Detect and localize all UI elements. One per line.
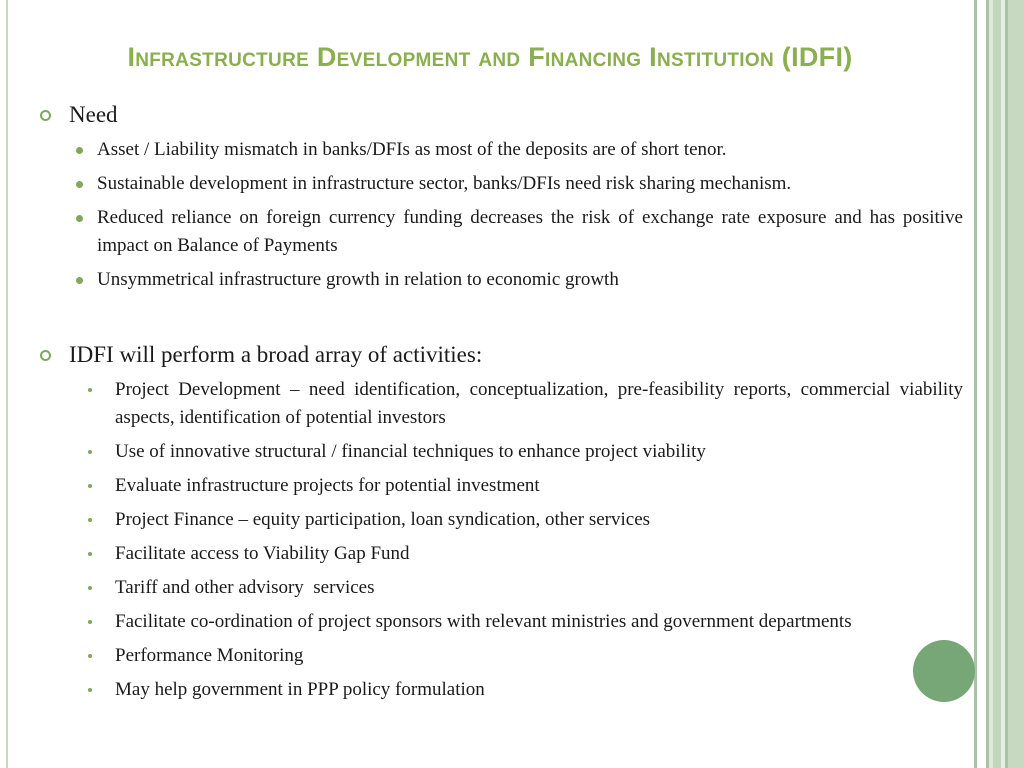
list-item: Facilitate access to Viability Gap Fund — [40, 540, 963, 568]
list-item: Facilitate co-ordination of project sponsors with relevant ministries and government departments — [40, 608, 963, 636]
ring-bullet-icon — [40, 110, 51, 121]
small-dot-bullet-icon — [88, 388, 92, 392]
list-item: Unsymmetrical infrastructure growth in relation to economic growth — [40, 266, 963, 294]
small-dot-bullet-icon — [88, 586, 92, 590]
left-border-line — [6, 0, 8, 768]
list-item: Sustainable development in infrastructure sector, banks/DFIs need risk sharing mechanism. — [40, 170, 963, 198]
list-item: Evaluate infrastructure projects for potential investment — [40, 472, 963, 500]
list-item: Performance Monitoring — [40, 642, 963, 670]
slide-title: Infrastructure Development and Financing Institution (IDFI) — [127, 42, 853, 72]
dot-bullet-icon — [76, 215, 83, 222]
slide-body — [40, 100, 963, 704]
list-item: Project Development – need identification, conceptualization, pre-feasibility reports, commercial viability aspects, identification of potential investors — [40, 376, 963, 432]
list-item: Tariff and other advisory services — [40, 574, 963, 602]
small-dot-bullet-icon — [88, 450, 92, 454]
small-dot-bullet-icon — [88, 552, 92, 556]
dot-bullet-icon — [76, 147, 83, 154]
right-decorative-stripes — [974, 0, 1024, 768]
list-item: Asset / Liability mismatch in banks/DFIs as most of the deposits are of short tenor. — [40, 136, 963, 164]
list-item: Use of innovative structural / financial techniques to enhance project viability — [40, 438, 963, 466]
section-heading: Need — [40, 100, 963, 130]
small-dot-bullet-icon — [88, 518, 92, 522]
small-dot-bullet-icon — [88, 484, 92, 488]
dot-bullet-icon — [76, 181, 83, 188]
small-dot-bullet-icon — [88, 654, 92, 658]
list-item: Project Finance – equity participation, loan syndication, other services — [40, 506, 963, 534]
small-dot-bullet-icon — [88, 688, 92, 692]
small-dot-bullet-icon — [88, 620, 92, 624]
section-need — [40, 100, 963, 294]
list-item: Reduced reliance on foreign currency funding decreases the risk of exchange rate exposure and has positive impact on Balance of Payments — [40, 204, 963, 260]
section-activities — [40, 340, 963, 704]
ring-bullet-icon — [40, 350, 51, 361]
list-item: May help government in PPP policy formulation — [40, 676, 963, 704]
section-heading: IDFI will perform a broad array of activities: — [40, 340, 963, 370]
dot-bullet-icon — [76, 277, 83, 284]
